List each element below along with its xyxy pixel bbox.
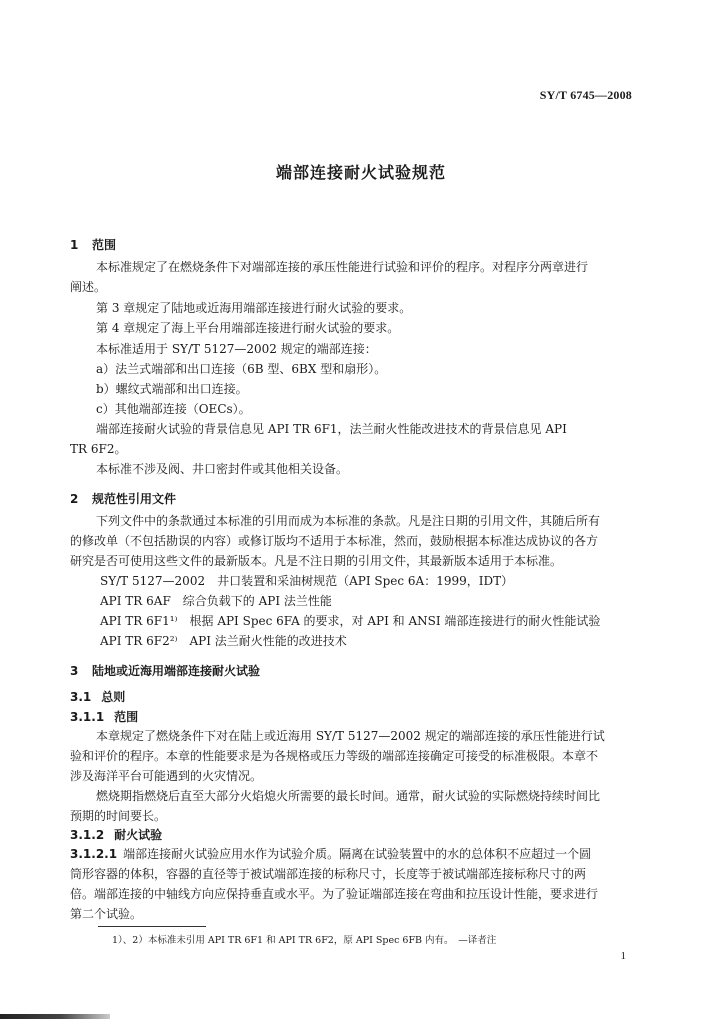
s2-line-1: 下列文件中的条款通过本标准的引用而成为本标准的条款。凡是注日期的引用文件，其随后所有: [96, 514, 601, 528]
section-3-number: 3: [70, 664, 79, 678]
footnote-rule: [98, 926, 206, 927]
s1-line-5: 本标准适用于 SY/T 5127—2002 规定的端部连接：: [96, 342, 377, 356]
page-number: 1: [620, 950, 626, 962]
s1-line-4: 第 4 章规定了海上平台用端部连接进行耐火试验的要求。: [96, 321, 400, 335]
subsection-3-1-2-title: 耐火试验: [114, 828, 163, 842]
subsection-3-1-heading: [70, 688, 125, 705]
s3121-line-4: 第二个试验。: [70, 907, 143, 921]
subsection-3-1-2-heading: [70, 826, 162, 843]
s311-line-3: 涉及海洋平台可能遇到的火灾情况。: [70, 769, 263, 783]
s1-line-2: 阐述。: [70, 280, 107, 294]
section-2-number: 2: [70, 492, 79, 506]
s3121-line-1: [70, 845, 640, 863]
section-2-title: 规范性引用文件: [92, 492, 177, 506]
section-1-number: 1: [70, 238, 79, 252]
s1-line-1: 本标准规定了在燃烧条件下对端部连接的承压性能进行试验和评价的程序。对程序分两章进行: [96, 260, 589, 274]
s311-line-2: 验和评价的程序。本章的性能要求是为各规格或压力等级的端部连接确定可接受的标准极限。本章不: [70, 749, 599, 763]
section-2-heading: [70, 490, 176, 507]
standard-number: SY/T 6745—2008: [539, 88, 632, 102]
subsection-3-1-1-title: 范围: [114, 710, 139, 724]
s311-line-5: 预期的时间要长。: [70, 809, 167, 823]
reference-item: SY/T 5127—2002 井口装置和采油树规范（API Spec 6A：1999，IDT）: [100, 574, 514, 588]
section-3-title: 陆地或近海用端部连接耐火试验: [92, 664, 261, 678]
section-1-heading: [70, 236, 116, 253]
reference-item: API TR 6AF 综合负载下的 API 法兰性能: [100, 594, 332, 608]
s311-line-4: 燃烧期指燃烧后直至大部分火焰熄火所需要的最长时间。通常，耐火试验的实际燃烧持续时间比: [96, 789, 601, 803]
s2-line-2: 的修改单（不包括勘误的内容）或修订版均不适用于本标准，然而，鼓励根据本标准达成协议的各方: [70, 534, 599, 548]
subsection-3-1-title: 总则: [101, 690, 126, 704]
s2-line-3: 研究是否可使用这些文件的最新版本。凡是不注日期的引用文件，其最新版本适用于本标准。: [70, 554, 563, 568]
s3121-line-2: 筒形容器的体积，容器的直径等于被试端部连接的标称尺寸，长度等于被试端部连接标称尺寸的两: [70, 867, 587, 881]
clause-3-1-2-1-number: 3.1.2.1: [70, 847, 118, 861]
s1-line-10: TR 6F2。: [70, 442, 127, 456]
reference-item: API TR 6F2²⁾ API 法兰耐火性能的改进技术: [100, 634, 347, 648]
section-1-title: 范围: [92, 238, 117, 252]
reference-item: API TR 6F1¹⁾ 根据 API Spec 6FA 的要求，对 API 和 ANSI 端部连接进行的耐火性能试验: [100, 614, 601, 628]
subsection-3-1-number: 3.1: [70, 690, 92, 704]
section-3-heading: [70, 662, 260, 679]
s311-line-1: 本章规定了燃烧条件下对在陆上或近海用 SY/T 5127—2002 规定的端部连接的承压性能进行试: [96, 729, 605, 743]
footnote: 1）、2）本标准未引用 API TR 6F1 和 API TR 6F2，原 API Spec 6FB 内有。 —译者注: [112, 935, 497, 946]
clause-3-1-2-1-text: 端部连接耐火试验应用水作为试验介质。隔离在试验装置中的水的总体积不应超过一个圆: [123, 847, 592, 861]
subsection-3-1-1-number: 3.1.1: [70, 710, 105, 724]
s1-line-9: 端部连接耐火试验的背景信息见 API TR 6F1，法兰耐火性能改进技术的背景信息见 API: [96, 422, 567, 436]
s1-line-3: 第 3 章规定了陆地或近海用端部连接进行耐火试验的要求。: [96, 301, 412, 315]
document-title: 端部连接耐火试验规范: [275, 163, 446, 182]
s3121-line-3: 倍。端部连接的中轴线方向应保持垂直或水平。为了验证端部连接在弯曲和拉压设计性能，要求进行: [70, 887, 599, 901]
s1-line-6: a）法兰式端部和出口连接（6B 型、6BX 型和扇形）。: [96, 362, 387, 376]
s1-line-11: 本标准不涉及阀、井口密封件或其他相关设备。: [96, 462, 349, 476]
scan-edge-mark: [0, 1014, 110, 1019]
subsection-3-1-2-number: 3.1.2: [70, 828, 105, 842]
s1-line-7: b）螺纹式端部和出口连接。: [96, 382, 248, 396]
subsection-3-1-1-heading: [70, 708, 138, 725]
s1-line-8: c）其他端部连接（OECs）。: [96, 402, 251, 416]
